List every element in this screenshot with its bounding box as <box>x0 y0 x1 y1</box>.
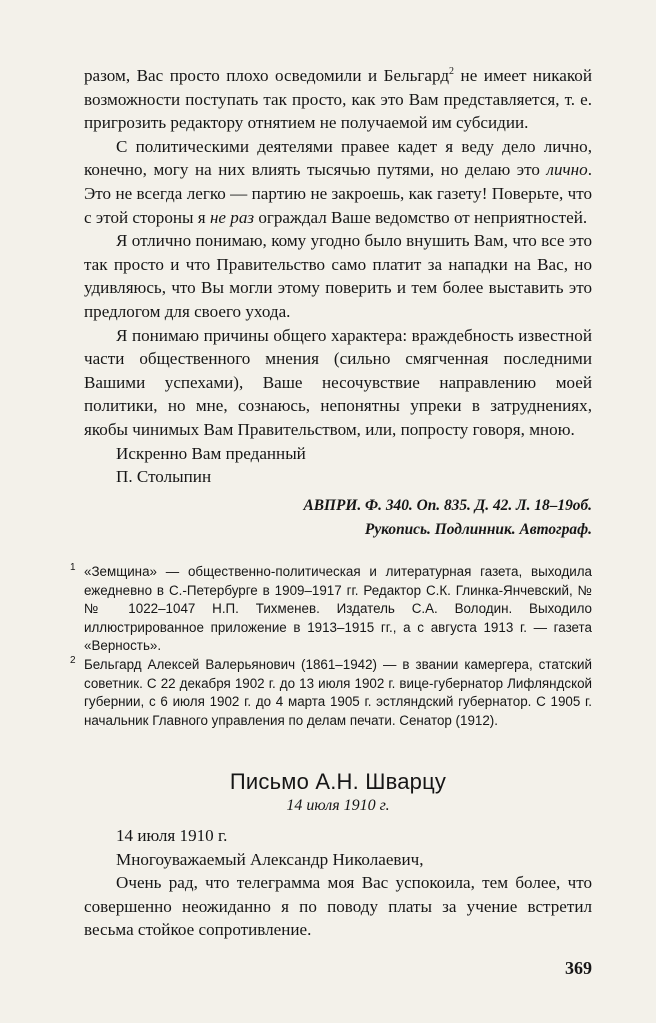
manuscript-note: Рукопись. Подлинник. Автограф. <box>364 521 592 538</box>
paragraph-2: С политическими деятелями правее кадет я веду дело лично, конечно, могу на них влиять тысячью путями, но делаю это лично. Это не всегда легко — партию не закроешь, как газету! Поверьте, что с этой стороны я не раз ограждал Ваше ведомство от неприятностей. <box>84 136 592 227</box>
paragraph-3: Я отлично понимаю, кому угодно было внушить Вам, что все это так просто и что Правительство само платит за нападки на Вас, но удивляюсь, что Вы могли этому поверить и тем более выставить это предлогом для своего ухода. <box>84 231 592 321</box>
letter-signature: П. Столыпин <box>116 467 212 487</box>
footnote-ref-2: 2 <box>449 66 455 77</box>
next-letter-body <box>84 824 592 942</box>
paragraph: Очень рад, что телеграмма моя Вас успокоила, тем более, что совершенно неожиданно я по поводу платы за учение встретил весьма стойкое сопротивление. <box>84 873 592 940</box>
footnote-1: 1 «Земщина» — общественно-политическая и литературная газета, выходила ежедневно в С.-Петербурге в 1909–1917 гг. Редактор С.К. Глинка-Янчевский, №№ 1022–1047 Н.П. Тихменев. Издатель С.А. Володин. Выходило иллюстрированное приложение в 1913–1915 гг., а с августа 1913 г. — газета «Верность». <box>70 562 592 654</box>
page-number: 369 <box>565 958 592 978</box>
footnote-2: 2 Бельгард Алексей Валерьянович (1861–1942) — в звании камергера, статский советник. С 22 декабря 1902 г. до 13 июля 1902 г. вице-губернатор Лифляндской губернии, с 6 июля 1902 г. до 4 марта 1905 г. эстляндский губернатор. С 1905 г. начальник Главного управления по делам печати. Сенатор (1912). <box>70 654 592 728</box>
footnote-mark: 2 <box>70 654 76 666</box>
paragraph-4: Я понимаю причины общего характера: враждебность известной части общественного мнения (сильно смягченная последними Вашими успехами), Ваше несочувствие направлению моей политики, но мне, сознаюсь, непонятны упреки в затруднениях, якобы чинимых Вам Правительством, или, попросту говоря, мною. <box>84 325 592 439</box>
letter-date: 14 июля 1910 г. <box>116 826 228 845</box>
footnotes <box>70 562 592 730</box>
letter-subheading: 14 июля 1910 г. <box>286 797 390 814</box>
letter-body <box>84 64 592 489</box>
source-citation <box>84 494 592 542</box>
paragraph-1: разом, Вас просто плохо осведомили и Бельгард$^2$ не имеет никакой возможности поступать так просто, как это Вам представляется, т. е. пригрозить редактору отнятием не получаемой им субсидии. <box>84 66 592 133</box>
footnote-mark: 1 <box>70 562 76 573</box>
letter-closing: Искренно Вам преданный <box>116 443 306 463</box>
letter-salutation: Многоуважаемый Александр Николаевич, <box>116 849 424 869</box>
letter-heading: Письмо А.Н. Шварцу <box>229 769 447 794</box>
archive-reference: АВПРИ. Ф. 340. Оп. 835. Д. 42. Л. 18–19об. <box>303 497 592 514</box>
